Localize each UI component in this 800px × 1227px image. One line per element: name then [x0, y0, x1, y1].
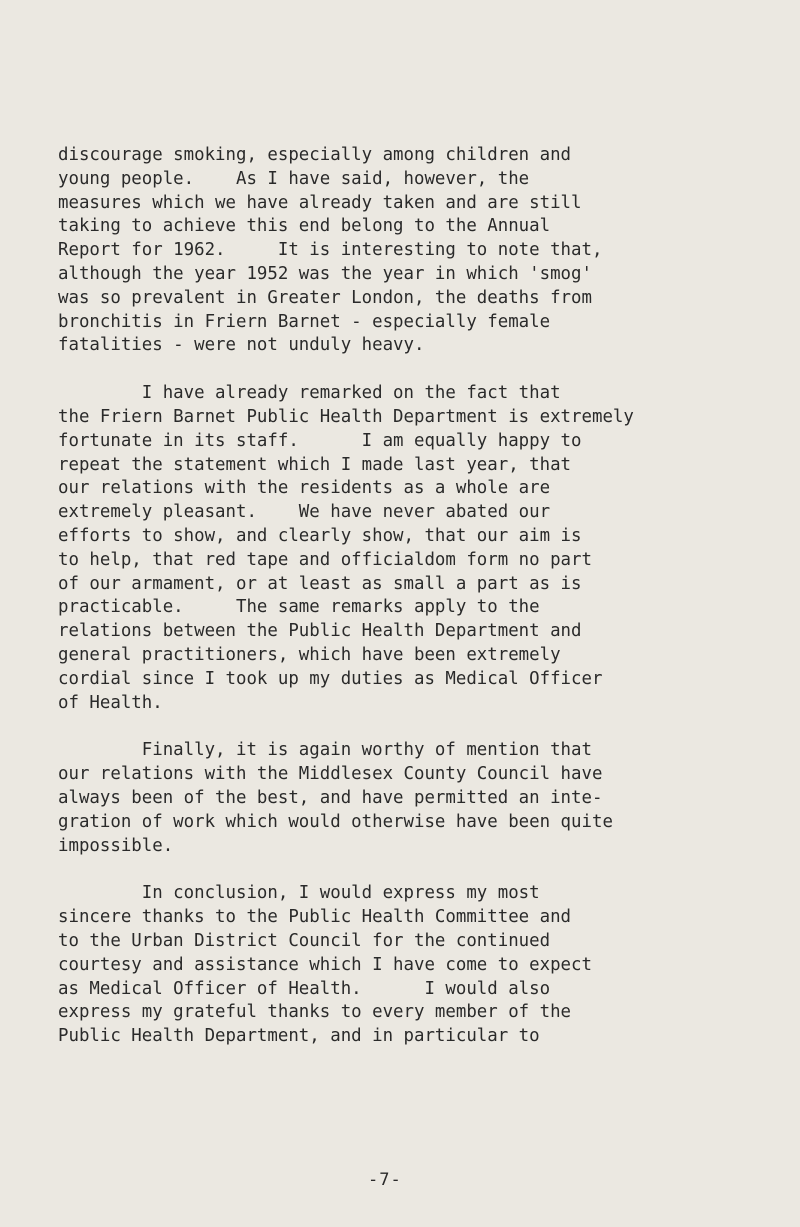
text-line: I have already remarked on the fact that: [58, 383, 561, 404]
text-line: discourage smoking, especially among children and: [58, 145, 572, 165]
text-line: impossible.: [58, 835, 174, 856]
text-line: was so prevalent in Greater London, the deaths from: [58, 287, 592, 308]
text-line: of Health.: [58, 692, 163, 713]
text-line: extremely pleasant. We have never abated our: [58, 502, 551, 523]
text-line: sincere thanks to the Public Health Committee and: [58, 907, 572, 928]
text-line: although the year 1952 was the year in which 'smog': [58, 263, 592, 284]
text-line: our relations with the residents as a whole are: [58, 478, 551, 499]
text-line: courtesy and assistance which I have come to expect: [58, 954, 592, 975]
text-line: the Friern Barnet Public Health Department is extremely: [58, 406, 634, 427]
text-line: young people. As I have said, however, the: [58, 168, 530, 189]
text-line: relations between the Public Health Department and: [58, 621, 582, 642]
paragraph-1: [58, 144, 758, 358]
text-line: fortunate in its staff. I am equally happy to: [58, 430, 582, 451]
text-line: In conclusion, I would express my most: [58, 883, 540, 904]
paragraph-3: [58, 739, 758, 858]
paragraph-2: [58, 382, 758, 715]
text-line: practicable. The same remarks apply to the: [58, 597, 540, 618]
text-line: measures which we have already taken and are still: [58, 192, 582, 213]
text-line: express my grateful thanks to every member of the: [58, 1002, 572, 1023]
text-line: Report for 1962. It is interesting to note that,: [58, 240, 603, 261]
page-number: -7-: [368, 1170, 402, 1190]
text-line: general practitioners, which have been extremely: [58, 644, 561, 665]
text-line: efforts to show, and clearly show, that our aim is: [58, 525, 582, 546]
text-line: fatalities - were not unduly heavy.: [58, 335, 425, 356]
text-line: our relations with the Middlesex County Council have: [58, 764, 603, 785]
text-line: bronchitis in Friern Barnet - especially female: [58, 311, 551, 332]
text-line: always been of the best, and have permitted an inte-: [58, 787, 603, 808]
text-line: gration of work which would otherwise have been quite: [58, 811, 613, 832]
text-line: to help, that red tape and officialdom form no part: [58, 549, 592, 570]
text-line: cordial since I took up my duties as Medical Officer: [58, 668, 603, 689]
text-line: Finally, it is again worthy of mention that: [58, 740, 592, 761]
body-text: [58, 144, 758, 1073]
text-line: Public Health Department, and in particular to: [58, 1026, 540, 1047]
text-line: repeat the statement which I made last year, that: [58, 454, 572, 475]
text-line: as Medical Officer of Health. I would also: [58, 978, 551, 999]
text-line: taking to achieve this end belong to the Annual: [58, 216, 551, 237]
text-line: of our armament, or at least as small a part as is: [58, 573, 582, 594]
paragraph-4: [58, 882, 758, 1049]
text-line: to the Urban District Council for the continued: [58, 930, 551, 951]
